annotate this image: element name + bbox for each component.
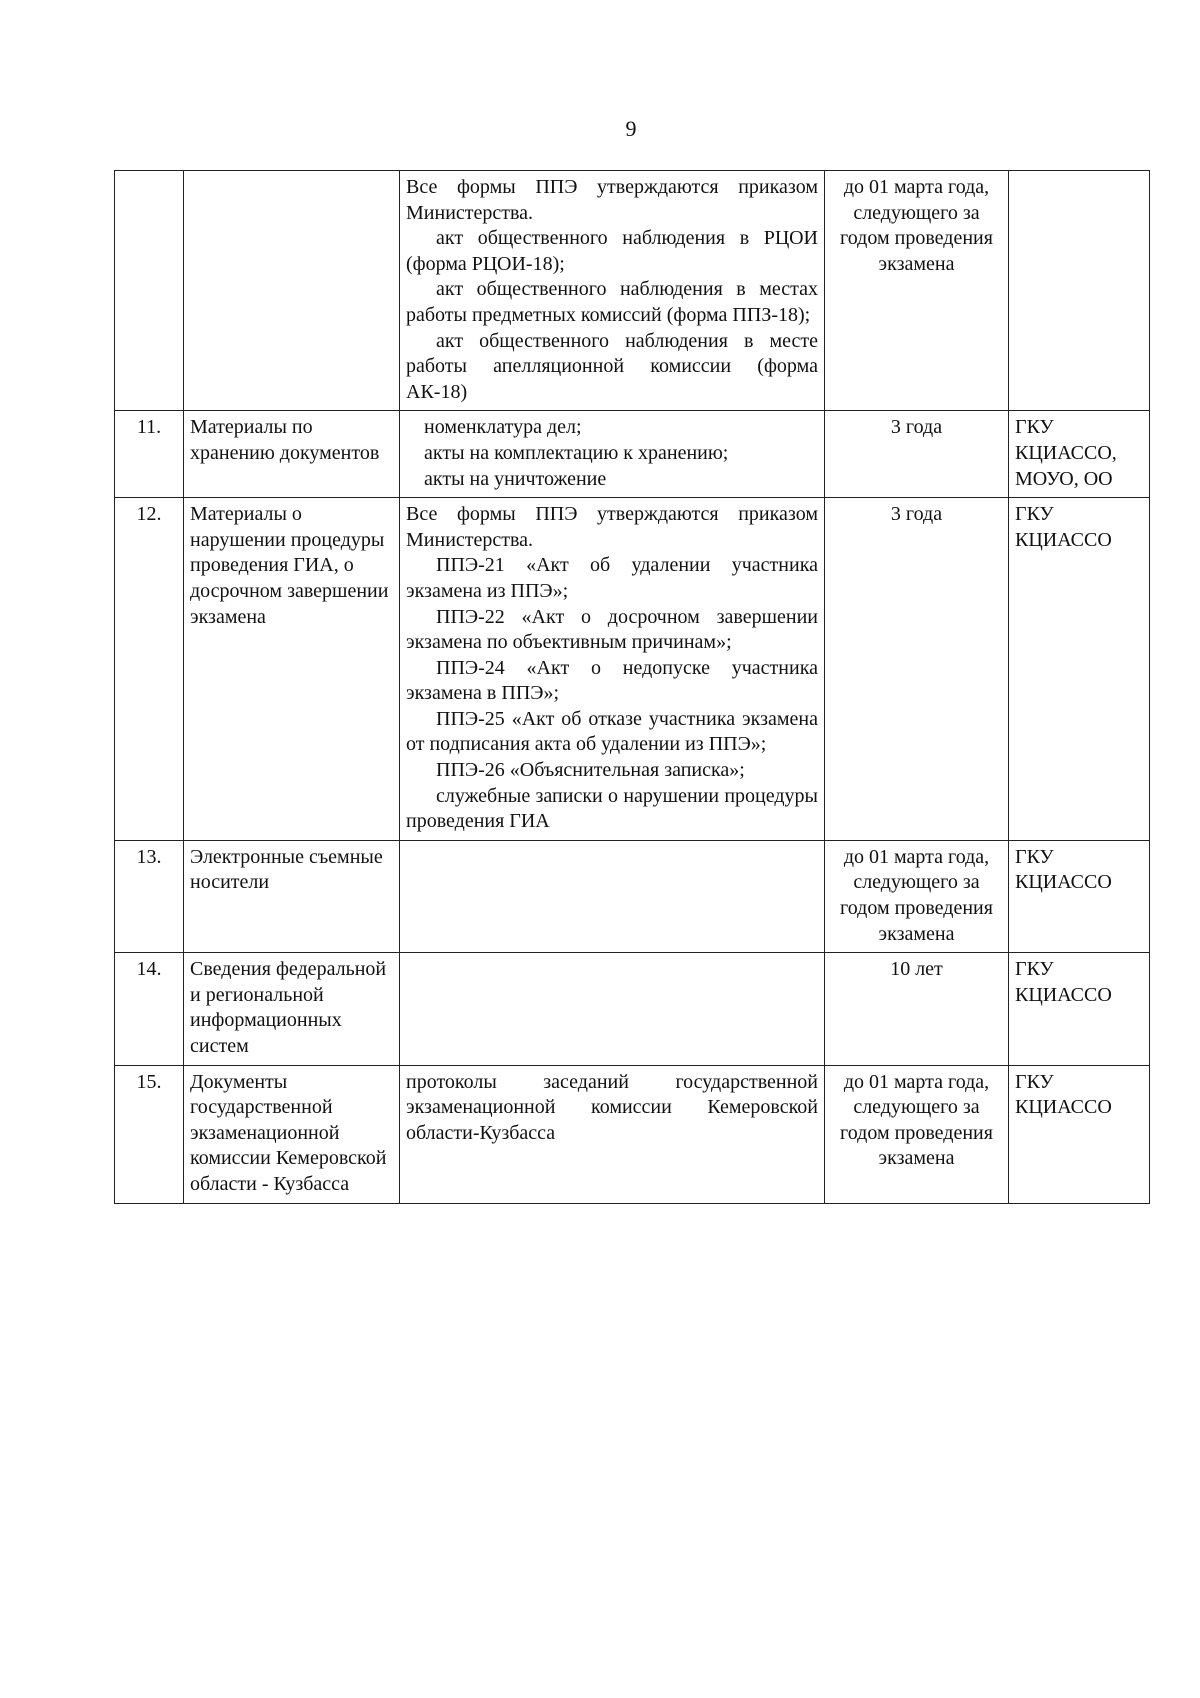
storage-term: 3 года [825,498,1009,841]
content-line: акты на комплектацию к хранению; [424,441,729,464]
content-line: протоколы заседаний государственной экзаменационной комиссии Кемеровской области-Кузбасса [406,1070,818,1144]
content-line: служебные записки о нарушении процедуры проведения ГИА [406,784,818,833]
content-line: ППЭ-24 «Акт о недопуске участника экзамена в ППЭ»; [406,656,818,705]
storage-term: 3 года [825,411,1009,498]
document-content [400,498,825,841]
document-content [400,411,825,498]
responsible-party [1009,171,1150,411]
document-content [400,953,825,1065]
document-name: Документы государственной экзаменационной комиссии Кемеровской области - Кузбасса [184,1065,400,1203]
content-line: ППЭ-26 «Объяснительная записка»; [436,759,745,782]
responsible-party: ГКУ КЦИАССО [1009,840,1150,952]
storage-term: до 01 марта года, следующего за годом проведения экзамена [825,840,1009,952]
content-line: Все формы ППЭ утверждаются приказом Министерства. [406,176,818,224]
row-number: 11. [115,411,184,498]
document-name [184,171,400,411]
storage-term: 10 лет [825,953,1009,1065]
content-line: номенклатура дел; [424,416,582,439]
row-number: 14. [115,953,184,1065]
responsible-party: ГКУ КЦИАССО [1009,498,1150,841]
content-line: акты на уничтожение [424,467,607,490]
row-number [115,171,184,411]
content-line: акт общественного наблюдения в местах работы предметных комиссий (форма ППЗ-18); [406,278,818,326]
row-number: 12. [115,498,184,841]
row-number: 15. [115,1065,184,1203]
content-line: акт общественного наблюдения в месте работы апелляционной комиссии (форма АК-18) [406,329,818,403]
content-line: ППЭ-25 «Акт об отказе участника экзамена от подписания акта об удалении из ППЭ»; [406,707,818,756]
document-name: Материалы по хранению документов [184,411,400,498]
content-line: ППЭ-22 «Акт о досрочном завершении экзамена по объективным причинам»; [406,605,818,654]
content-line: ППЭ-21 «Акт об удалении участника экзамена из ППЭ»; [406,554,818,602]
page-number: 9 [625,116,637,141]
table-row [115,840,1150,952]
content-line: акт общественного наблюдения в РЦОИ (форма РЦОИ-18); [406,227,818,275]
document-content [400,1065,825,1203]
responsible-party: ГКУ КЦИАССО [1009,953,1150,1065]
document-content [400,840,825,952]
records-table [114,170,1150,1204]
table-row [115,953,1150,1065]
responsible-party: ГКУ КЦИАССО [1009,1065,1150,1203]
document-name: Сведения федеральной и региональной информационных систем [184,953,400,1065]
storage-term: до 01 марта года, следующего за годом проведения экзамена [825,171,1009,411]
table-row [115,498,1150,841]
row-number: 13. [115,840,184,952]
storage-term: до 01 марта года, следующего за годом проведения экзамена [825,1065,1009,1203]
document-content [400,171,825,411]
table-row [115,171,1150,411]
document-name: Электронные съемные носители [184,840,400,952]
content-line: Все формы ППЭ утверждаются приказом Министерства. [406,503,818,551]
document-name: Материалы о нарушении процедуры проведения ГИА, о досрочном завершении экзамена [184,498,400,841]
responsible-party: ГКУ КЦИАССО, МОУО, ОО [1009,411,1150,498]
table-row [115,1065,1150,1203]
table-row [115,411,1150,498]
